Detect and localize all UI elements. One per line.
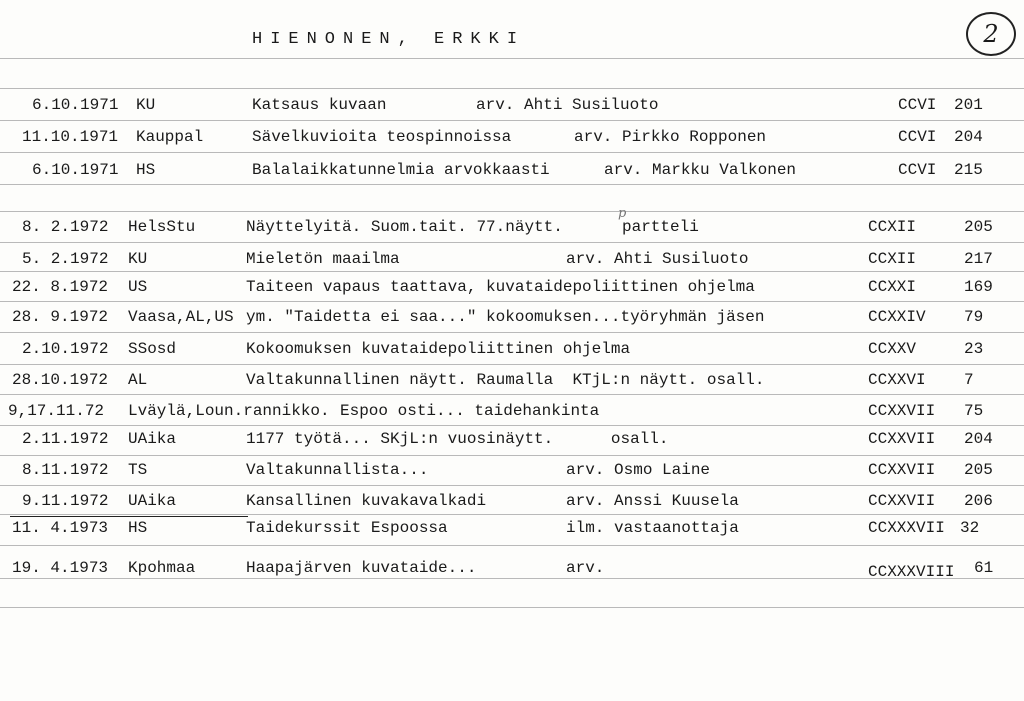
entry-volume: CCVI bbox=[898, 128, 937, 146]
entry-date: 9,17.11.72 bbox=[8, 402, 105, 420]
entry-reviewer: arv. bbox=[566, 559, 605, 577]
entry-page: 215 bbox=[954, 161, 983, 179]
entry-page: 205 bbox=[964, 461, 993, 479]
entry-row bbox=[0, 338, 1024, 364]
entry-page: 32 bbox=[960, 519, 980, 537]
entry-text: 1177 työtä... SKjL:n vuosinäytt. osall. bbox=[246, 430, 669, 448]
entry-source: HS bbox=[136, 161, 156, 179]
entry-source: Vaasa,AL,US bbox=[128, 308, 234, 326]
entry-page: 217 bbox=[964, 250, 993, 268]
entry-date: 11. 4.1973 bbox=[12, 519, 109, 537]
entry-row bbox=[0, 517, 1024, 543]
entry-page: 204 bbox=[954, 128, 983, 146]
entry-date: 6.10.1971 bbox=[32, 161, 119, 179]
entry-reviewer: ilm. vastaanottaja bbox=[566, 519, 739, 537]
entry-page: 201 bbox=[954, 96, 983, 114]
entry-text: Espoo osti... taidehankinta bbox=[340, 402, 600, 420]
card-number-badge: 2 bbox=[966, 12, 1016, 56]
entry-source: TS bbox=[128, 461, 148, 479]
entry-source: US bbox=[128, 278, 148, 296]
entry-volume: CCVI bbox=[898, 161, 937, 179]
entry-reviewer: arv. Markku Valkonen bbox=[604, 161, 797, 179]
entry-page: 7 bbox=[964, 371, 974, 389]
entry-date: 9.11.1972 bbox=[22, 492, 109, 510]
entry-row bbox=[0, 400, 1024, 426]
entry-volume: CCXXVII bbox=[868, 492, 936, 510]
entry-row bbox=[0, 94, 1024, 120]
entry-date: 6.10.1971 bbox=[32, 96, 119, 114]
entry-date: 19. 4.1973 bbox=[12, 559, 109, 577]
entry-source: UAika bbox=[128, 430, 177, 448]
entry-date: 8.11.1972 bbox=[22, 461, 109, 479]
entry-date: 5. 2.1972 bbox=[22, 250, 109, 268]
entry-volume: CCXXVII bbox=[868, 461, 936, 479]
entry-page: 23 bbox=[964, 340, 984, 358]
entry-date: 28. 9.1972 bbox=[12, 308, 109, 326]
entry-page: 79 bbox=[964, 308, 984, 326]
entry-date: 11.10.1971 bbox=[22, 128, 119, 146]
entry-reviewer: arv. Anssi Kuusela bbox=[566, 492, 739, 510]
entry-volume: CCXII bbox=[868, 250, 917, 268]
entry-text: Näyttelyitä. Suom.tait. 77.näytt. bbox=[246, 218, 563, 236]
entry-row bbox=[0, 490, 1024, 516]
entry-text: Kokoomuksen kuvataidepoliittinen ohjelma bbox=[246, 340, 631, 358]
entry-page: 206 bbox=[964, 492, 993, 510]
entry-source: KU bbox=[128, 250, 148, 268]
entry-text: Katsaus kuvaan bbox=[252, 96, 387, 114]
entry-text: Taiteen vapaus taattava, kuvataidepoliittinen ohjelma bbox=[246, 278, 755, 296]
entry-reviewer: arv. Pirkko Ropponen bbox=[574, 128, 767, 146]
entry-row bbox=[0, 126, 1024, 152]
entry-source: HelsStu bbox=[128, 218, 196, 236]
entry-row bbox=[0, 276, 1024, 302]
entry-volume: CCXXIV bbox=[868, 308, 926, 326]
entry-date: 2.10.1972 bbox=[22, 340, 109, 358]
entry-volume: CCXII bbox=[868, 218, 917, 236]
rule-line bbox=[0, 485, 1024, 486]
entry-text: Kansallinen kuvakavalkadi bbox=[246, 492, 487, 510]
entry-date: 22. 8.1972 bbox=[12, 278, 109, 296]
handwritten-correction-mark: p bbox=[618, 206, 627, 221]
entry-volume: CCXXXVIII bbox=[868, 563, 955, 581]
card-title: HIENONEN, ERKKI bbox=[252, 30, 526, 49]
rule-line bbox=[0, 211, 1024, 212]
entry-volume: CCXXVII bbox=[868, 402, 936, 420]
entry-row bbox=[0, 159, 1024, 185]
entry-text: Mieletön maailma bbox=[246, 250, 400, 268]
rule-line bbox=[0, 242, 1024, 243]
entry-page: 75 bbox=[964, 402, 984, 420]
entry-volume: CCXXVII bbox=[868, 430, 936, 448]
entry-volume: CCXXVI bbox=[868, 371, 926, 389]
entry-text: Taidekurssit Espoossa bbox=[246, 519, 448, 537]
rule-line bbox=[0, 88, 1024, 89]
entry-reviewer: arv. Osmo Laine bbox=[566, 461, 711, 479]
entry-page: 61 bbox=[974, 559, 994, 577]
entry-row bbox=[0, 216, 1024, 242]
entry-date: 8. 2.1972 bbox=[22, 218, 109, 236]
rule-line bbox=[0, 545, 1024, 546]
entry-volume: CCXXI bbox=[868, 278, 917, 296]
entry-row bbox=[0, 248, 1024, 274]
entry-volume: CCXXXVII bbox=[868, 519, 945, 537]
entry-page: 169 bbox=[964, 278, 993, 296]
entry-text: ym. "Taidetta ei saa..." kokoomuksen...työryhmän jäsen bbox=[246, 308, 765, 326]
entry-volume: CCXXV bbox=[868, 340, 917, 358]
rule-line bbox=[0, 364, 1024, 365]
entry-source: AL bbox=[128, 371, 148, 389]
entry-page: 205 bbox=[964, 218, 993, 236]
entry-page: 204 bbox=[964, 430, 993, 448]
entry-text: Haapajärven kuvataide... bbox=[246, 559, 477, 577]
entry-text: Valtakunnallinen näytt. Raumalla KTjL:n näytt. osall. bbox=[246, 371, 765, 389]
entry-volume: CCVI bbox=[898, 96, 937, 114]
entry-text: Valtakunnallista... bbox=[246, 461, 429, 479]
entry-row bbox=[0, 459, 1024, 485]
entry-text: Balalaikkatunnelmia arvokkaasti bbox=[252, 161, 550, 179]
rule-line bbox=[0, 58, 1024, 59]
entry-source: KU bbox=[136, 96, 156, 114]
entry-source: Kpohmaa bbox=[128, 559, 196, 577]
entry-row bbox=[0, 557, 1024, 583]
entry-text: Sävelkuvioita teospinnoissa bbox=[252, 128, 512, 146]
entry-source: UAika bbox=[128, 492, 177, 510]
entry-date: 28.10.1972 bbox=[12, 371, 109, 389]
entry-reviewer: partteli bbox=[622, 218, 699, 236]
entry-date: 2.11.1972 bbox=[22, 430, 109, 448]
rule-line bbox=[0, 607, 1024, 608]
entry-row bbox=[0, 369, 1024, 395]
rule-line bbox=[0, 455, 1024, 456]
entry-row bbox=[0, 306, 1024, 332]
entry-source: SSosd bbox=[128, 340, 177, 358]
entry-source: HS bbox=[128, 519, 148, 537]
entry-source: Lväylä,Loun.rannikko. bbox=[128, 402, 330, 420]
entry-source: Kauppal bbox=[136, 128, 204, 146]
entry-row bbox=[0, 428, 1024, 454]
rule-line bbox=[0, 120, 1024, 121]
entry-reviewer: arv. Ahti Susiluoto bbox=[566, 250, 749, 268]
entry-reviewer: arv. Ahti Susiluoto bbox=[476, 96, 659, 114]
rule-line bbox=[0, 152, 1024, 153]
rule-line bbox=[0, 332, 1024, 333]
